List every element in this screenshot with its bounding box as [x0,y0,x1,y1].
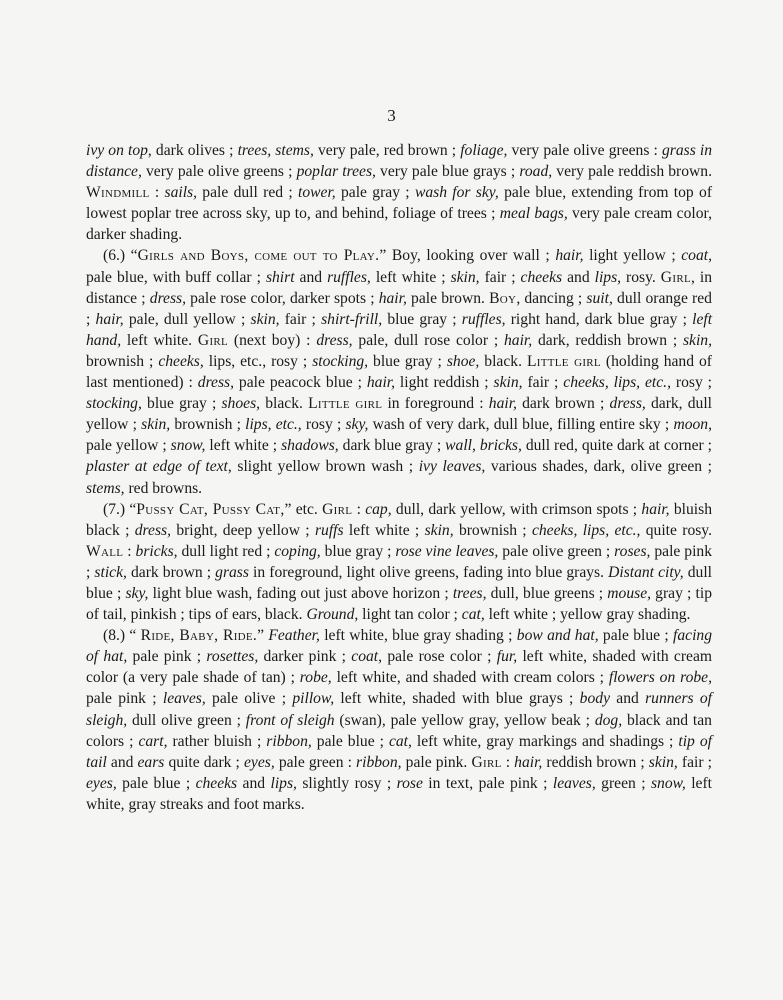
italic-term: fur, [496,648,518,666]
text-run: dark, reddish brown ; [532,331,683,349]
small-caps-heading: Little girl [526,352,601,370]
italic-term: dress, [134,521,171,539]
text-run: various shades, dark, olive green ; [485,458,713,476]
italic-term: shirt-frill, [321,310,383,328]
italic-term: cheeks, [158,352,204,370]
italic-term: stocking, [86,395,142,413]
text-run: rosy ; [301,416,346,434]
italic-term: road, [519,163,553,181]
italic-term: meal bags, [499,205,568,223]
italic-term: rose vine leaves, [395,542,499,560]
text-run: slightly rosy ; [296,774,397,792]
text-run: (swan), pale yellow gray, yellow beak ; [334,711,595,729]
text-run: left white, shaded with cream color (a very pale shade of tan) ; [86,648,713,687]
text-run: very pale olive greens : [507,142,662,159]
italic-term: dress, [609,395,646,413]
text-run: dull orange red ; [86,289,712,328]
text-run: fair ; [677,753,712,771]
italic-term: lips, [270,774,297,792]
italic-term: cheeks, lips, etc., [531,521,641,539]
paragraph-p-7 [86,499,712,626]
text-run: pale green : [274,753,357,771]
text-run: blue gray ; [320,542,396,560]
text-run: right hand, dark blue gray ; [505,310,693,328]
text-run: fair ; [279,310,322,328]
text-run: : [501,753,515,771]
text-run: blue gray ; [368,352,447,370]
small-caps-heading: Girls and Boys, come out to Play. [137,247,380,265]
italic-term: bow and hat, [516,627,599,645]
italic-term: sails, [164,184,197,202]
italic-term: hair, [378,289,407,307]
italic-term: snow, [650,774,686,792]
italic-term: suit, [586,289,613,307]
text-run: in text, pale pink ; [422,774,553,792]
italic-term: Distant city, [608,563,684,581]
italic-term: stick, [94,563,127,581]
text-run: dull olive green ; [127,711,246,729]
text-run: bluish black ; [86,500,712,539]
italic-term: cheeks [520,268,563,286]
text-run: left white, gray markings and shadings ; [411,732,679,750]
italic-term: cat, [461,606,485,624]
italic-term: hair, [641,500,670,518]
italic-term: snow, [170,437,206,455]
text-run: dark brown ; [516,395,610,413]
text-run: (6.) “ [103,247,138,265]
italic-term: cheeks, lips, etc., [563,374,671,392]
body-text [86,140,712,815]
italic-term: dress, [149,289,187,307]
italic-term: plaster at edge of text, [86,458,232,476]
italic-term: lips, etc., [245,416,302,434]
text-run: reddish brown ; [542,753,649,771]
italic-term: shadows, [281,437,339,455]
italic-term: stocking, [312,352,369,370]
text-run: ” etc. [284,500,323,518]
text-run: dull red, quite dark at corner ; [521,437,712,455]
text-run: pale blue, with buff collar ; [86,268,266,286]
text-run: fair ; [479,268,521,286]
italic-term: ruffs [314,521,344,539]
italic-term: leaves, [552,774,596,792]
text-run: pale olive green ; [498,542,615,560]
small-caps-heading: Girl [322,500,353,518]
italic-term: wash for sky, [414,184,499,202]
text-run: light reddish ; [395,374,494,392]
italic-term: poplar trees, [296,163,376,181]
small-caps-heading: Girl [471,753,502,771]
text-run: very pale cream color, darker shading. [86,205,712,244]
text-run: very pale olive greens ; [141,163,297,181]
paragraph-p-5-cont [86,140,712,245]
italic-term: cat, [388,732,412,750]
text-run: pale yellow ; [86,437,171,455]
text-run: light blue wash, fading out just above horizon ; [148,584,453,602]
italic-term: foliage, [460,142,508,159]
text-run: very pale, red brown ; [313,142,461,159]
text-run: black. [260,395,309,413]
text-run: gray ; tip of tail, pinkish ; tips of ears, black. [86,584,712,624]
text-run: pale peacock blue ; [234,374,367,392]
italic-term: Feather, [268,627,320,645]
italic-term: trees, stems, [237,142,314,159]
italic-term: skin, [648,753,678,771]
italic-term: lips, [594,268,622,286]
text-run: : [149,184,165,202]
text-run: dull, blue greens ; [486,584,608,602]
text-run: and [237,774,271,792]
italic-term: cheeks [195,774,238,792]
paragraph-p-6 [86,245,712,498]
text-run: rosy ; [670,374,712,392]
small-caps-heading: Ride, Baby, Ride. [140,627,258,645]
italic-term: shoe, [446,352,480,370]
text-run: dark brown ; [126,563,216,581]
italic-term: bricks, [135,542,178,560]
text-run: blue gray ; [382,310,462,328]
italic-term: coping, [274,542,321,560]
text-run: light yellow ; [583,247,682,265]
italic-term: leaves, [162,690,206,708]
text-run: (next boy) : [228,331,317,349]
italic-term: robe, [299,669,332,687]
italic-term: skin, [493,374,523,392]
text-run: green ; [595,774,651,792]
text-run: lips, etc., rosy ; [203,352,313,370]
small-caps-heading: Boy [489,289,517,307]
italic-term: ribbon, [266,732,312,750]
italic-term: coat, [681,247,712,265]
italic-term: dress, [316,331,353,349]
text-run: ” [257,627,269,645]
text-run: brownish ; [170,416,246,434]
text-run: wash of very dark, dull blue, filling entire sky ; [368,416,674,434]
italic-term: grass [215,563,249,581]
text-run: quite dark ; [164,753,244,771]
text-run: in foreground, light olive greens, fading into blue grays. [248,563,609,581]
italic-term: Ground, [306,606,359,624]
text-run: left white, gray streaks and foot marks. [86,774,712,813]
italic-term: skin, [450,268,480,286]
text-run: (holding hand of last mentioned) : [86,352,712,392]
italic-term: hair, [504,331,533,349]
text-run: , in distance ; [86,268,713,307]
italic-term: facing of hat, [86,627,712,666]
text-run: pale pink ; [127,648,207,666]
text-run: pale dull red ; [197,184,298,202]
text-run: pale brown. [406,289,490,307]
text-run: left white. [121,331,198,349]
italic-term: mouse, [607,584,652,602]
text-run: pale, dull yellow ; [123,310,251,328]
text-run: quite rosy. [640,521,712,539]
text-run: brownish ; [86,352,159,370]
italic-term: shirt [265,268,295,286]
italic-term: cap, [365,500,392,518]
italic-term: stems, [86,479,125,497]
text-run: pale blue ; [598,627,674,645]
text-run: and [106,753,138,771]
text-run: rather bluish ; [167,732,267,750]
italic-term: trees, [452,584,487,602]
text-run: , dancing ; [516,289,587,307]
text-run: pale pink ; [86,690,163,708]
text-run: red browns. [124,479,203,497]
text-run: left white ; [343,521,425,539]
text-run: slight yellow brown wash ; [231,458,419,476]
text-run: blue gray ; [141,395,222,413]
text-run: pale blue ; [116,774,196,792]
small-caps-heading: Little girl [308,395,383,413]
text-run: rosy. [621,268,661,286]
italic-term: ivy on top [86,142,148,159]
small-caps-heading: Windmill [86,184,150,202]
italic-term: ears [137,753,165,771]
text-run: very pale reddish brown. [552,163,712,181]
text-run: left white ; yellow gray shading. [484,606,691,624]
text-run: brownish ; [453,521,532,539]
text-run: : [123,542,136,560]
italic-term: dog, [594,711,623,729]
italic-term: skin, [682,331,712,349]
text-run: in foreground : [382,395,489,413]
text-run: pale pink ; [86,542,712,581]
text-run: ” Boy, looking over wall ; [379,247,556,265]
small-caps-heading: Girl [660,268,691,286]
text-run: pale, dull rose color ; [352,331,504,349]
italic-term: tip of tail [86,732,712,771]
text-run: pale blue, extending from top of lowest poplar tree across sky, up to, and behind, foliage of trees ; [86,184,713,223]
text-run: dull blue ; [86,563,712,602]
italic-term: skin, [141,416,171,434]
italic-term: ruffles, [461,310,506,328]
italic-term: ivy leaves, [418,458,486,476]
italic-term: rosettes, [206,648,259,666]
italic-term: hair, [514,753,543,771]
text-run: and [562,268,595,286]
text-run: left white ; [205,437,282,455]
text-run: dull, dark yellow, with crimson spots ; [391,500,642,518]
italic-term: flowers on robe, [608,669,713,687]
small-caps-heading: Wall [86,542,124,560]
text-run: pale pink. [401,753,472,771]
italic-term: roses, [614,542,651,560]
italic-term: ribbon, [356,753,402,771]
text-run: pale blue ; [311,732,389,750]
text-run: (8.) “ [103,627,141,645]
italic-term: hair, [555,247,584,265]
text-run: left white, blue gray shading ; [319,627,517,645]
text-run: : [352,500,366,518]
text-run: light tan color ; [358,606,462,624]
italic-term: shoes, [221,395,261,413]
italic-term: runners of sleigh, [86,690,713,729]
text-run: left white, shaded with blue grays ; [334,690,580,708]
text-run: pale rose color ; [382,648,497,666]
italic-term: tower, [298,184,336,202]
italic-term: rose [396,774,423,792]
page-number: 3 [387,106,396,125]
italic-term: front of sleigh [245,711,335,729]
italic-term: moon, [673,416,712,434]
text-run: black. [479,352,527,370]
italic-term: dress, [197,374,235,392]
italic-term: left hand, [86,310,713,349]
text-run: bright, deep yellow ; [171,521,315,539]
text-run: dark blue gray ; [338,437,446,455]
italic-term: sky, [125,584,149,602]
italic-term: sky, [345,416,369,434]
italic-term: grass in distance, [86,142,713,181]
italic-term: hair, [95,310,124,328]
text-run: , dark olives ; [147,142,238,159]
text-run: dark, dull yellow ; [86,395,713,434]
text-run: and [609,690,646,708]
text-run: pale rose color, darker spots ; [186,289,379,307]
italic-term: hair, [366,374,396,392]
text-run: darker pink ; [258,648,352,666]
text-run: (7.) “ [103,500,137,518]
paragraph-p-8 [86,625,712,815]
italic-term: body [579,690,610,708]
italic-term: skin, [424,521,454,539]
text-run: left white, and shaded with cream colors ; [331,669,609,687]
small-caps-heading: Pussy Cat, Pussy Cat, [136,500,285,518]
text-run: fair ; [522,374,564,392]
text-run: pale gray ; [335,184,415,202]
italic-term: eyes, [86,774,117,792]
text-run: left white ; [370,268,451,286]
text-run: black and tan colors ; [86,711,712,750]
italic-term: pillow, [292,690,335,708]
text-run: very pale blue grays ; [375,163,520,181]
italic-term: wall, bricks, [445,437,522,455]
italic-term: hair, [488,395,517,413]
italic-term: ruffles, [327,268,371,286]
italic-term: eyes, [243,753,275,771]
text-run: pale olive ; [205,690,293,708]
italic-term: coat, [351,648,383,666]
italic-term: skin, [250,310,280,328]
italic-term: cart, [138,732,168,750]
text-run: and [294,268,328,286]
small-caps-heading: Girl [197,331,229,349]
text-run: dull light red ; [177,542,275,560]
